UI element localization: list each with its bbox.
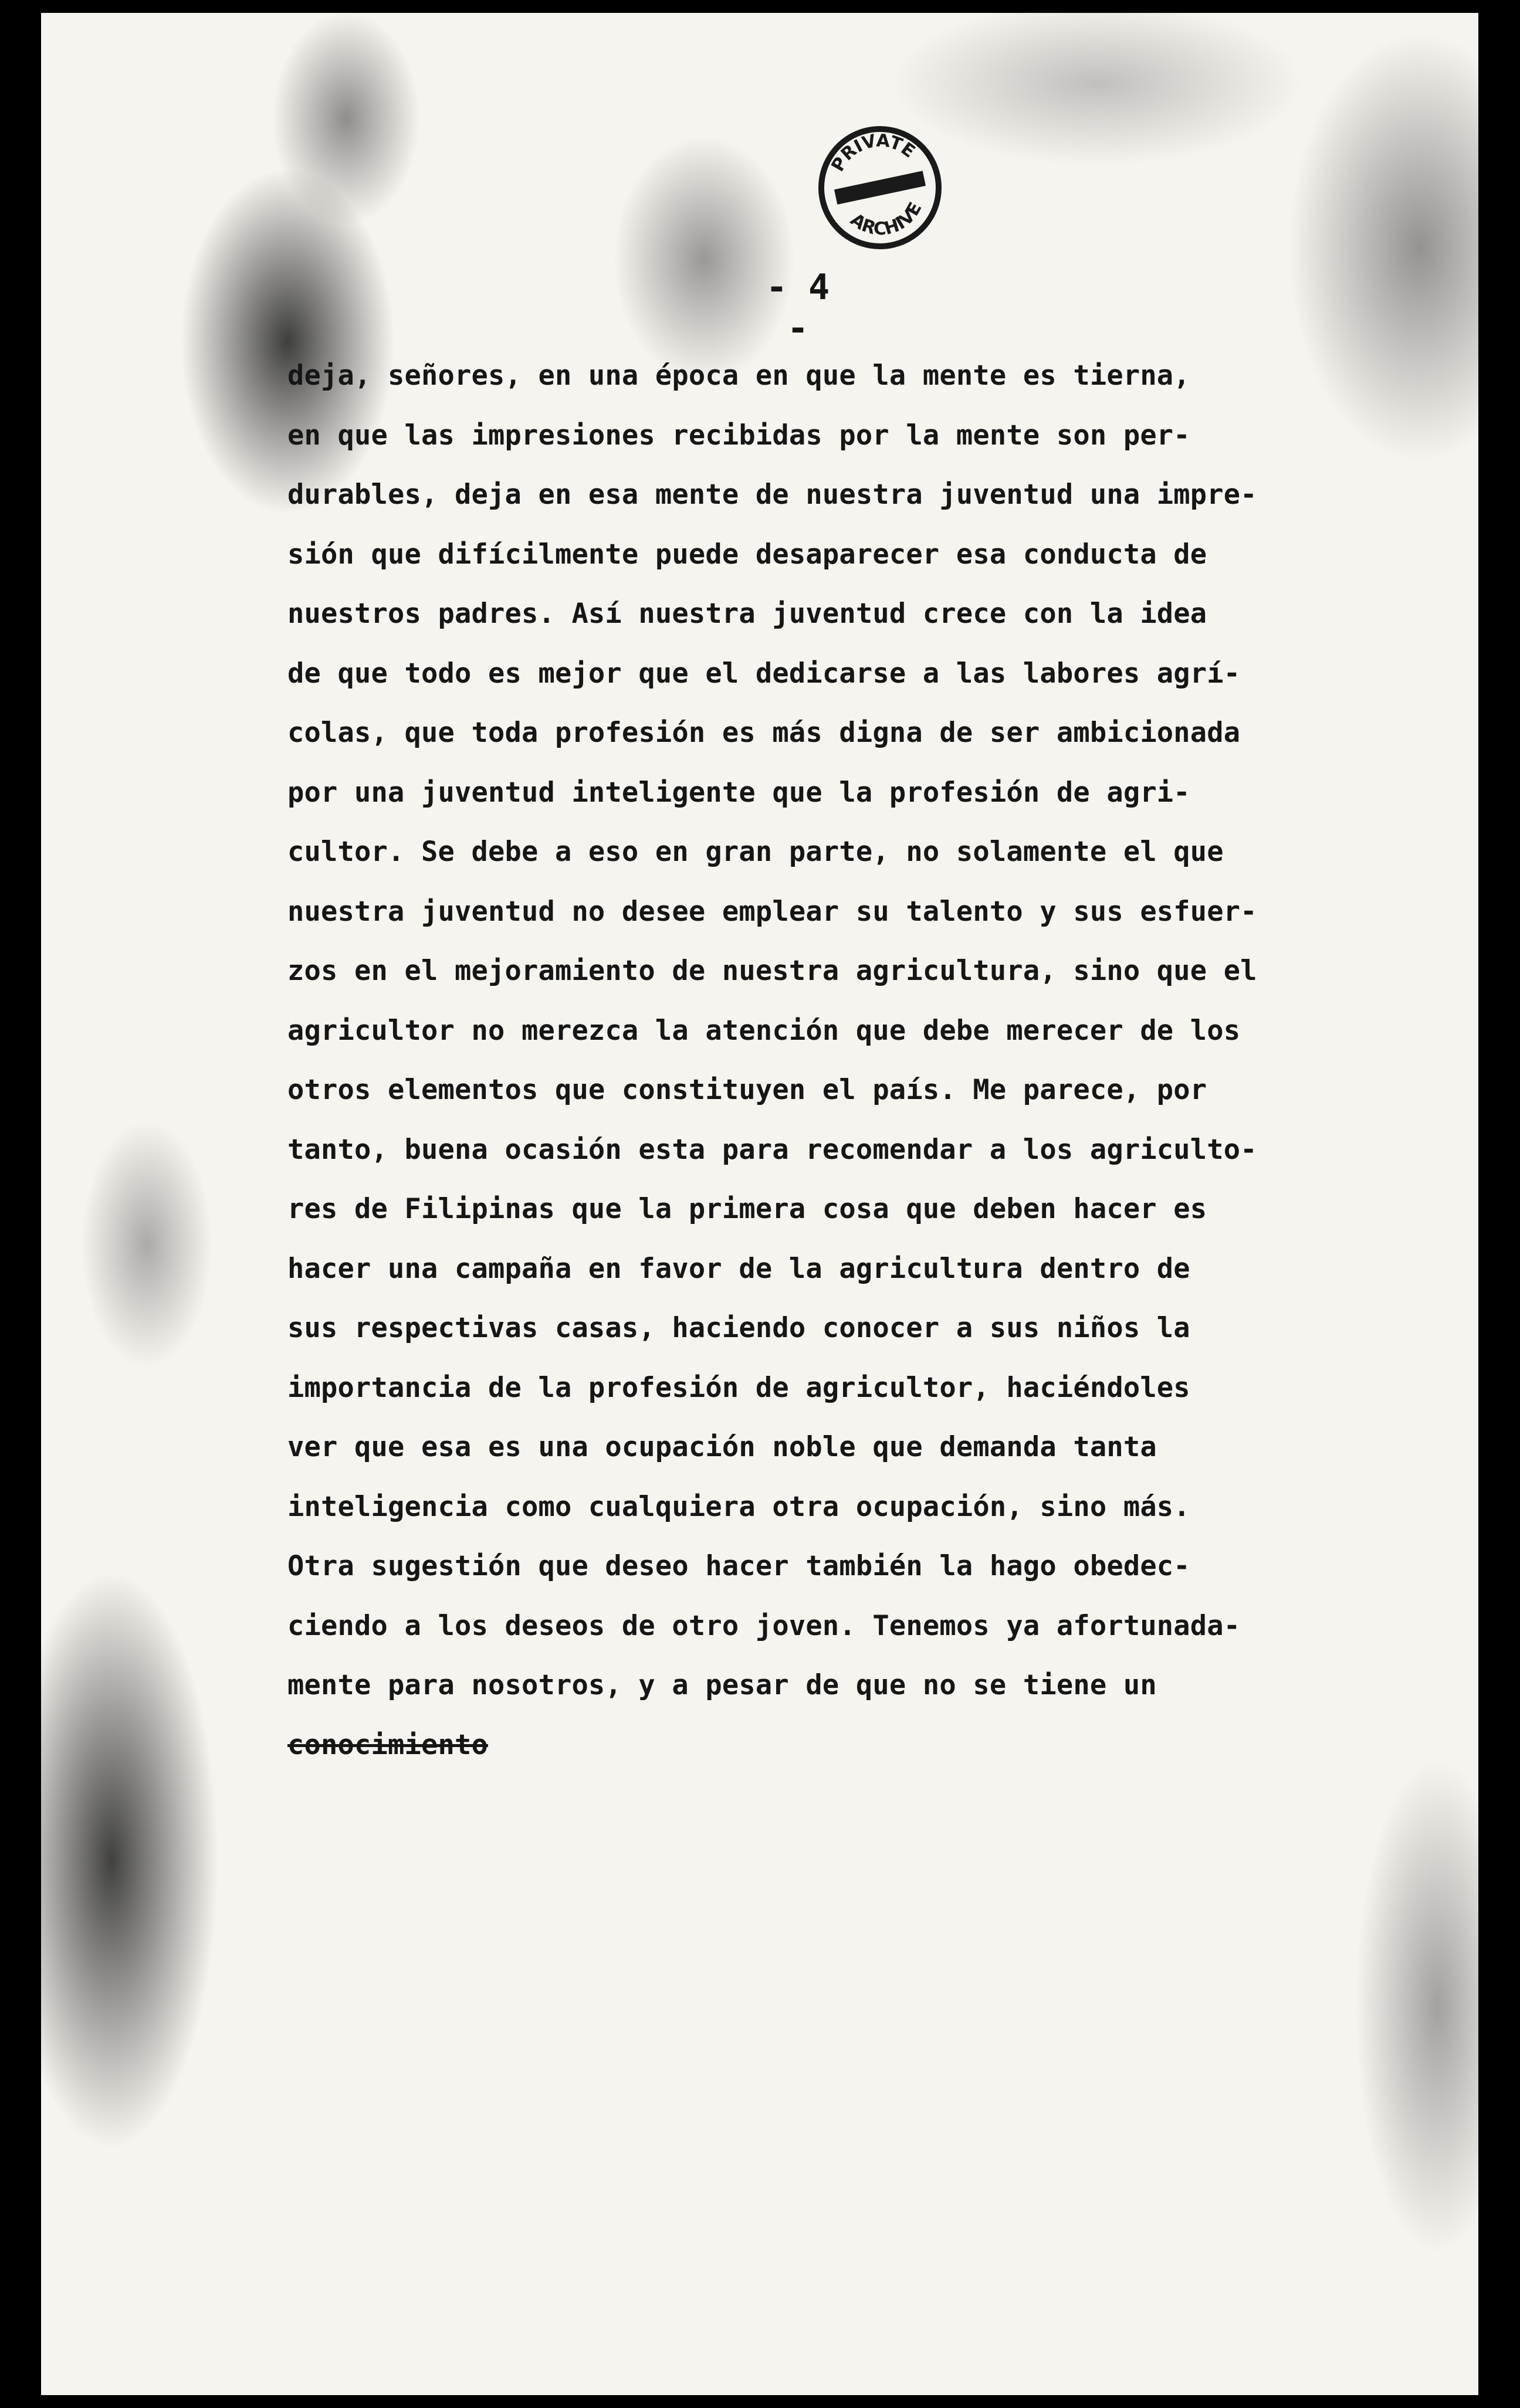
text-line: otros elementos que constituyen el país. Me parece, por — [287, 1074, 1207, 1106]
typed-text-body — [287, 346, 1338, 1775]
text-line: nuestros padres. Así nuestra juventud crece con la idea — [287, 598, 1207, 630]
text-line: Otra sugestión que deseo hacer también la hago obedec- — [287, 1550, 1190, 1582]
text-line: mente para nosotros, y a pesar de que no se tiene un — [287, 1669, 1157, 1701]
text-line: de que todo es mejor que el dedicarse a las labores agrí- — [287, 657, 1241, 690]
text-line: sión que difícilmente puede desaparecer esa conducta de — [287, 538, 1207, 571]
text-line: agricultor no merezca la atención que debe merecer de los — [287, 1014, 1241, 1047]
text-line: en que las impresiones recibidas por la mente son per- — [287, 419, 1190, 452]
text-line: importancia de la profesión de agricultor, haciéndoles — [287, 1371, 1190, 1404]
text-line: res de Filipinas que la primera cosa que deben hacer es — [287, 1193, 1207, 1225]
text-line: hacer una campaña en favor de la agricultura dentro de — [287, 1252, 1190, 1285]
struck-through-word: conocimiento — [287, 1728, 488, 1761]
stamp-seal-icon — [814, 121, 946, 253]
page-number: - 4 - — [766, 267, 830, 349]
text-line: por una juventud inteligente que la profesión de agri- — [287, 776, 1190, 809]
svg-text:PRIVATE: PRIVATE — [827, 130, 919, 175]
text-line: nuestra juventud no desee emplear su talento y sus esfuer- — [287, 895, 1257, 928]
text-line: colas, que toda profesión es más digna de ser ambicionada — [287, 717, 1241, 749]
text-line: durables, deja en esa mente de nuestra juventud una impre- — [287, 479, 1257, 511]
text-line: ciendo a los deseos de otro joven. Tenemos ya afortunada- — [287, 1609, 1241, 1642]
text-line: ver que esa es una ocupación noble que demanda tanta — [287, 1431, 1157, 1463]
text-line: cultor. Se debe a eso en gran parte, no solamente el que — [287, 836, 1224, 868]
text-line: inteligencia como cualquiera otra ocupación, sino más. — [287, 1490, 1190, 1523]
text-line: zos en el mejoramiento de nuestra agricultura, sino que el — [287, 955, 1257, 987]
text-line: sus respectivas casas, haciendo conocer a sus niños la — [287, 1312, 1190, 1344]
svg-text:ARCHIVE: ARCHIVE — [846, 199, 926, 240]
text-line: tanto, buena ocasión esta para recomendar a los agriculto- — [287, 1133, 1257, 1166]
text-line: deja, señores, en una época en que la mente es tierna, — [287, 359, 1190, 392]
